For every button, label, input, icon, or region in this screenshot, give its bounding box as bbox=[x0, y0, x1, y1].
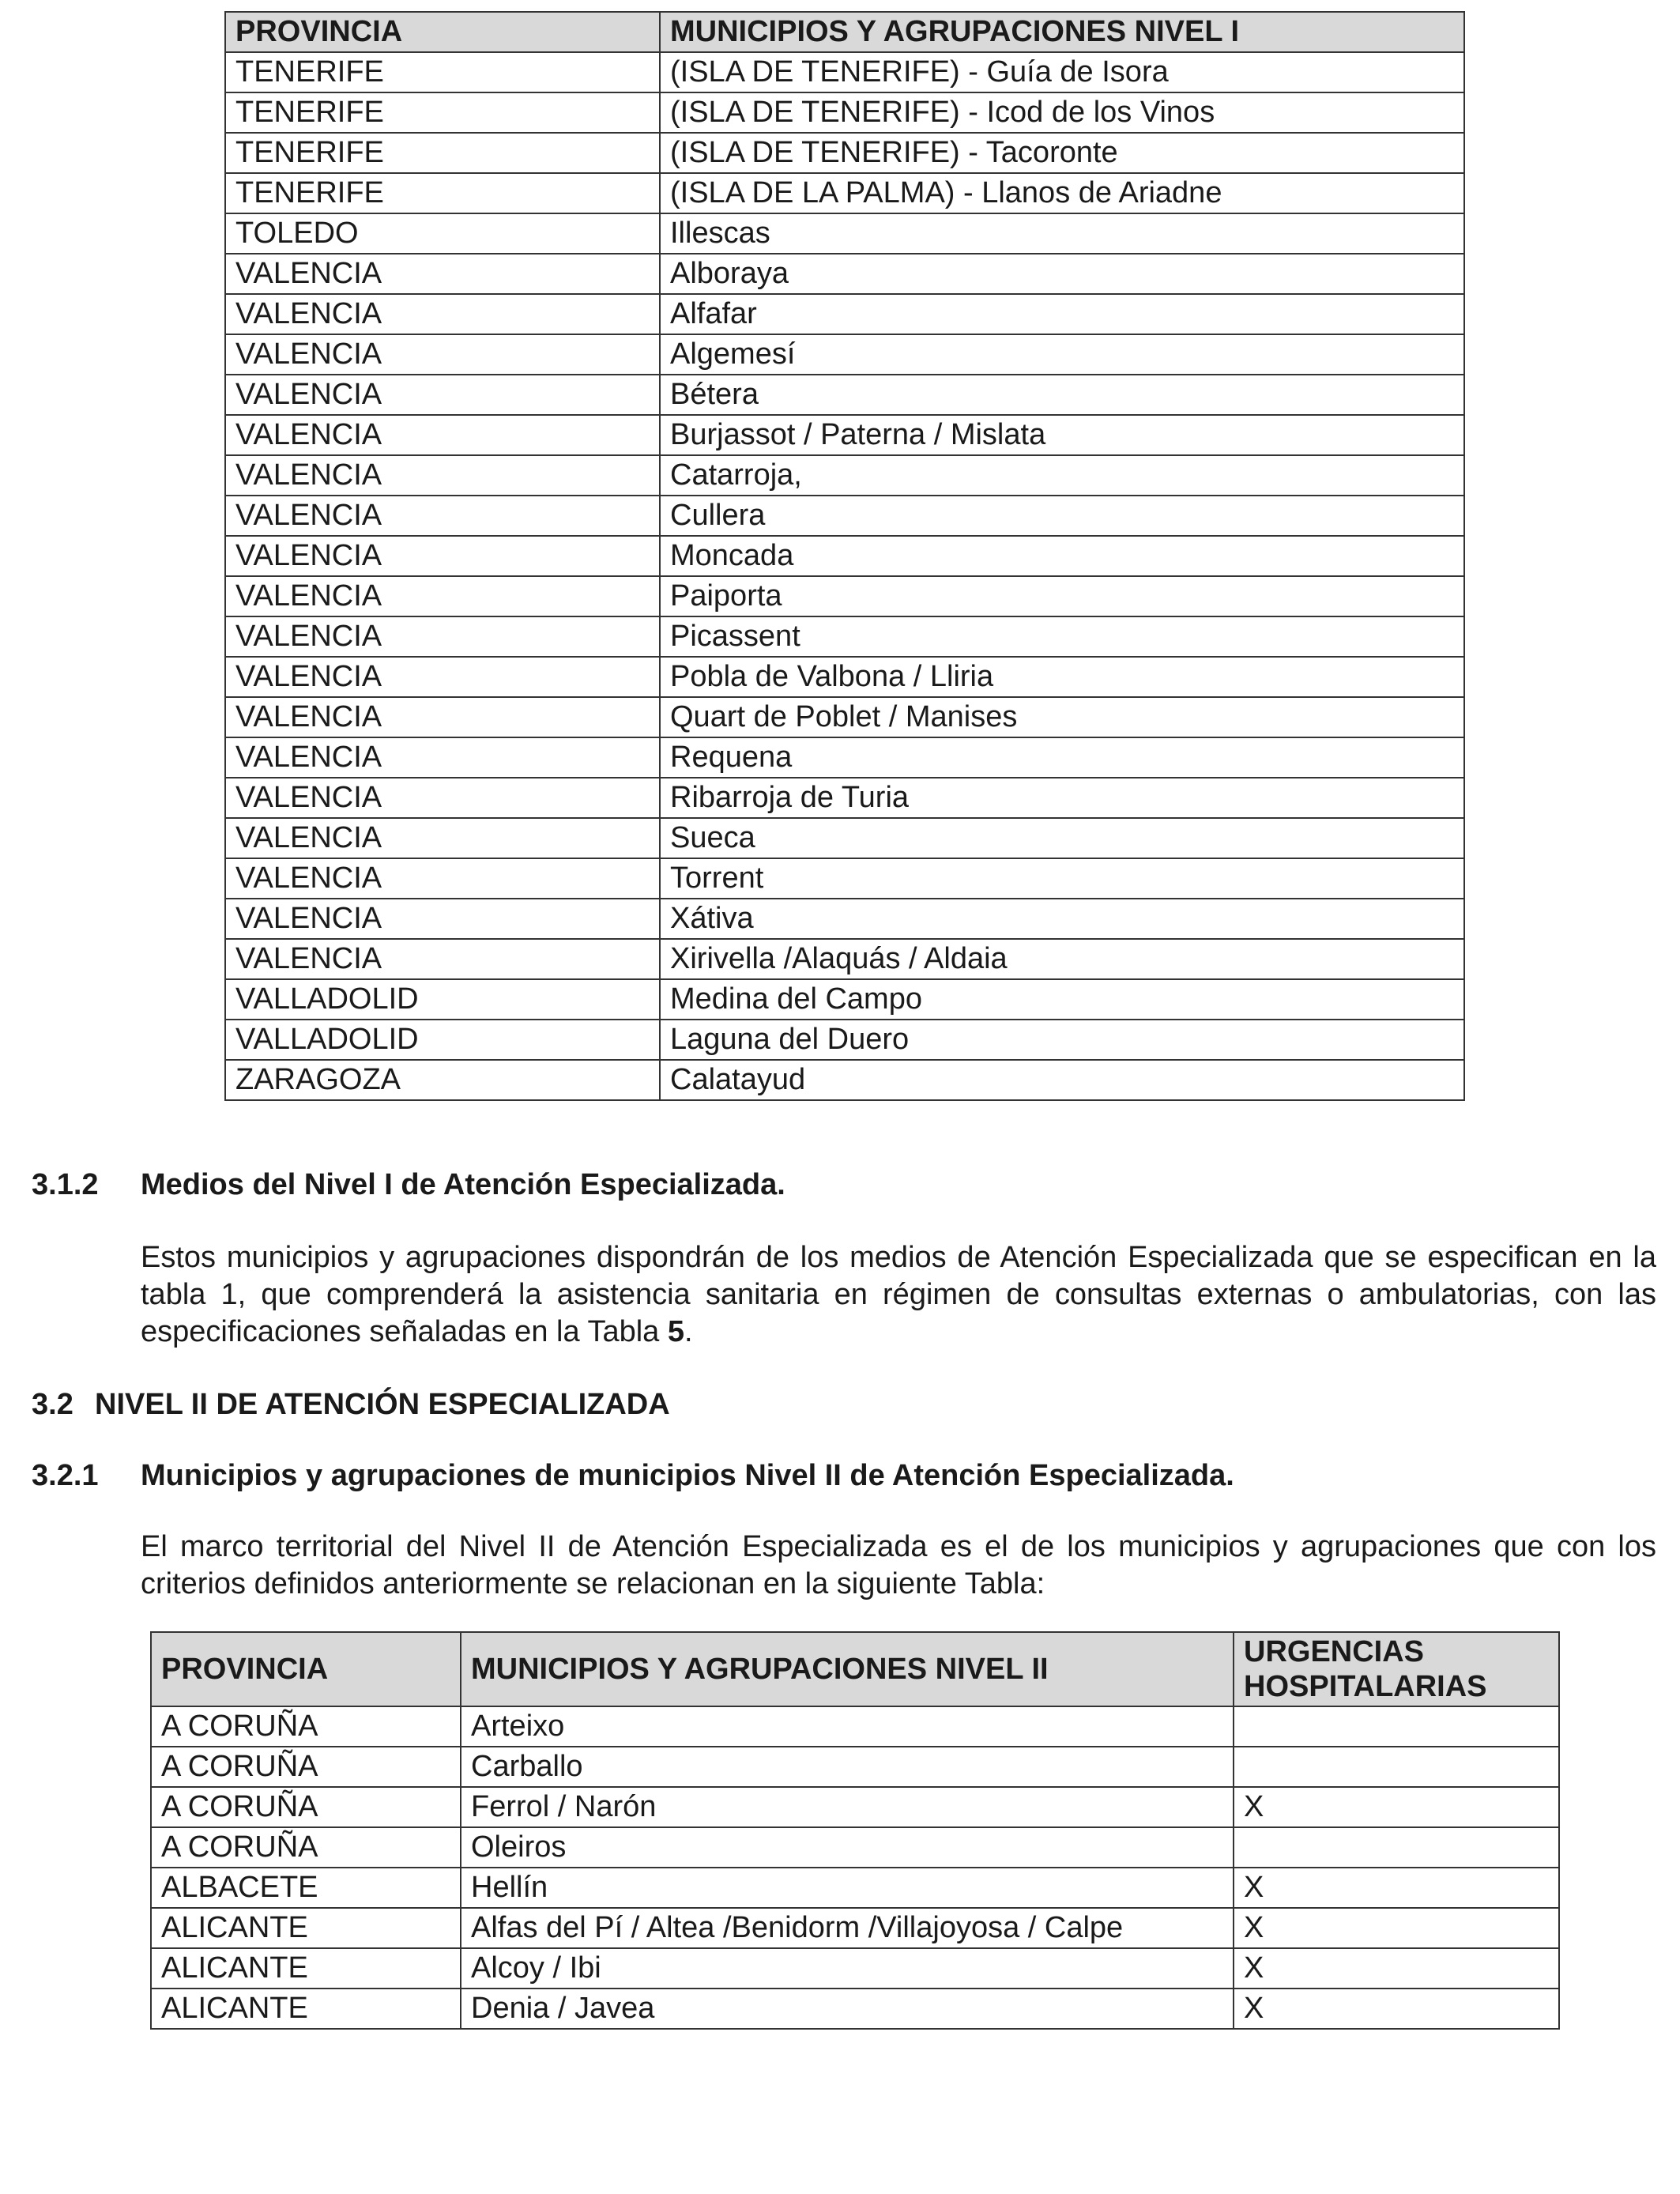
table-header-row bbox=[225, 12, 1464, 52]
municipios-nivel-i-table bbox=[224, 11, 1465, 1101]
table-cell: A CORUÑA bbox=[151, 1787, 461, 1827]
table-row bbox=[225, 657, 1464, 697]
table-cell: Oleiros bbox=[461, 1827, 1234, 1868]
section-number: 3.1.2 bbox=[32, 1168, 99, 1201]
table-cell: Carballo bbox=[461, 1747, 1234, 1787]
table-cell: Ribarroja de Turia bbox=[660, 778, 1464, 818]
table-cell: VALENCIA bbox=[225, 455, 660, 496]
table-cell: VALENCIA bbox=[225, 858, 660, 899]
table-cell: X bbox=[1234, 1787, 1559, 1827]
table-cell: Alfafar bbox=[660, 294, 1464, 334]
section-number: 3.2 bbox=[32, 1388, 73, 1421]
table-cell: Pobla de Valbona / Lliria bbox=[660, 657, 1464, 697]
table-cell: X bbox=[1234, 1948, 1559, 1989]
municipios-nivel-ii-table bbox=[150, 1631, 1560, 2030]
table-cell: ALICANTE bbox=[151, 1908, 461, 1948]
table-cell: TENERIFE bbox=[225, 52, 660, 92]
table-cell: Arteixo bbox=[461, 1706, 1234, 1747]
table-cell: Calatayud bbox=[660, 1060, 1464, 1100]
table-cell: Medina del Campo bbox=[660, 979, 1464, 1020]
table-cell: ALICANTE bbox=[151, 1989, 461, 2029]
table-cell: Ferrol / Narón bbox=[461, 1787, 1234, 1827]
table-cell: VALENCIA bbox=[225, 496, 660, 536]
table-row bbox=[225, 1020, 1464, 1060]
table-cell: Picassent bbox=[660, 616, 1464, 657]
table-cell: Torrent bbox=[660, 858, 1464, 899]
table-cell: Xátiva bbox=[660, 899, 1464, 939]
table-cell: A CORUÑA bbox=[151, 1827, 461, 1868]
paragraph-text: Estos municipios y agrupaciones dispondrán de los medios de Atención Especializada que se especifican en la tabla 1, que comprenderá la asistencia sanitaria en régimen de consultas externas o ambulatorias, con las especificaciones señaladas en la Tabla bbox=[141, 1241, 1656, 1348]
table-cell bbox=[1234, 1706, 1559, 1747]
table-cell: Alboraya bbox=[660, 254, 1464, 294]
table-reference: 5 bbox=[667, 1315, 684, 1348]
table-cell: VALENCIA bbox=[225, 778, 660, 818]
table-row bbox=[225, 778, 1464, 818]
table-cell: (ISLA DE LA PALMA) - Llanos de Ariadne bbox=[660, 173, 1464, 213]
column-header-provincia: PROVINCIA bbox=[225, 12, 660, 52]
table-cell: Hellín bbox=[461, 1868, 1234, 1908]
table-row bbox=[225, 576, 1464, 616]
table-cell: VALENCIA bbox=[225, 294, 660, 334]
table-cell: X bbox=[1234, 1868, 1559, 1908]
table-cell: VALENCIA bbox=[225, 375, 660, 415]
table-cell: Moncada bbox=[660, 536, 1464, 576]
column-header-municipios: MUNICIPIOS Y AGRUPACIONES NIVEL I bbox=[660, 12, 1464, 52]
table-cell: TOLEDO bbox=[225, 213, 660, 254]
table-row bbox=[225, 213, 1464, 254]
table-cell: Alfas del Pí / Altea /Benidorm /Villajoyosa / Calpe bbox=[461, 1908, 1234, 1948]
table-row bbox=[225, 294, 1464, 334]
paragraph-text-end: . bbox=[684, 1315, 693, 1348]
table-row bbox=[225, 92, 1464, 133]
table-cell: VALLADOLID bbox=[225, 1020, 660, 1060]
table-row bbox=[225, 254, 1464, 294]
table-row bbox=[225, 818, 1464, 858]
table-row bbox=[225, 375, 1464, 415]
table-cell: VALENCIA bbox=[225, 657, 660, 697]
table-cell: VALENCIA bbox=[225, 737, 660, 778]
table-cell: Paiporta bbox=[660, 576, 1464, 616]
table-cell: (ISLA DE TENERIFE) - Guía de Isora bbox=[660, 52, 1464, 92]
table-row bbox=[225, 899, 1464, 939]
table-cell: VALENCIA bbox=[225, 576, 660, 616]
table-row bbox=[151, 1827, 1559, 1868]
table-cell bbox=[1234, 1747, 1559, 1787]
table-cell: Burjassot / Paterna / Mislata bbox=[660, 415, 1464, 455]
table-cell: VALENCIA bbox=[225, 536, 660, 576]
table-cell: Catarroja, bbox=[660, 455, 1464, 496]
table-cell: Quart de Poblet / Manises bbox=[660, 697, 1464, 737]
table-cell: VALENCIA bbox=[225, 415, 660, 455]
table-cell: VALENCIA bbox=[225, 334, 660, 375]
table-cell: VALENCIA bbox=[225, 818, 660, 858]
table-cell: Xirivella /Alaquás / Aldaia bbox=[660, 939, 1464, 979]
table-cell: X bbox=[1234, 1989, 1559, 2029]
table-row bbox=[225, 133, 1464, 173]
table-row bbox=[151, 1747, 1559, 1787]
section-title: NIVEL II DE ATENCIÓN ESPECIALIZADA bbox=[95, 1388, 670, 1421]
table-row bbox=[151, 1948, 1559, 1989]
table-cell: ALBACETE bbox=[151, 1868, 461, 1908]
table-row bbox=[225, 737, 1464, 778]
table-header-row bbox=[151, 1632, 1559, 1706]
table-cell: VALENCIA bbox=[225, 254, 660, 294]
table-cell: VALENCIA bbox=[225, 697, 660, 737]
table-row bbox=[225, 496, 1464, 536]
table-row bbox=[225, 52, 1464, 92]
table-cell: VALLADOLID bbox=[225, 979, 660, 1020]
section-3-2-1-paragraph: El marco territorial del Nivel II de Atención Especializada es el de los municipios y agrupaciones que con los criterios definidos anteriormente se relacionan en la siguiente Tabla: bbox=[141, 1530, 1656, 1600]
table-cell: A CORUÑA bbox=[151, 1706, 461, 1747]
table-row bbox=[225, 939, 1464, 979]
table-cell bbox=[1234, 1827, 1559, 1868]
section-title: Municipios y agrupaciones de municipios Nivel II de Atención Especializada. bbox=[141, 1459, 1234, 1492]
section-number: 3.2.1 bbox=[32, 1459, 99, 1492]
table-row bbox=[225, 1060, 1464, 1100]
column-header-municipios: MUNICIPIOS Y AGRUPACIONES NIVEL II bbox=[461, 1632, 1234, 1706]
table-cell: TENERIFE bbox=[225, 92, 660, 133]
table-row bbox=[225, 334, 1464, 375]
table-row bbox=[225, 173, 1464, 213]
section-3-1-2-paragraph bbox=[141, 1239, 1656, 1351]
table-row bbox=[151, 1706, 1559, 1747]
table-row bbox=[151, 1868, 1559, 1908]
table-row bbox=[225, 979, 1464, 1020]
table-cell: TENERIFE bbox=[225, 173, 660, 213]
table-cell: ALICANTE bbox=[151, 1948, 461, 1989]
table-row bbox=[225, 858, 1464, 899]
table-cell: Illescas bbox=[660, 213, 1464, 254]
table-cell: Cullera bbox=[660, 496, 1464, 536]
column-header-provincia: PROVINCIA bbox=[151, 1632, 461, 1706]
table-cell: VALENCIA bbox=[225, 939, 660, 979]
table-row bbox=[225, 415, 1464, 455]
table-row bbox=[151, 1908, 1559, 1948]
table-cell: ZARAGOZA bbox=[225, 1060, 660, 1100]
table-cell: Laguna del Duero bbox=[660, 1020, 1464, 1060]
table-cell: Alcoy / Ibi bbox=[461, 1948, 1234, 1989]
column-header-urgencias: URGENCIAS HOSPITALARIAS bbox=[1234, 1632, 1559, 1706]
table-cell: VALENCIA bbox=[225, 616, 660, 657]
section-title: Medios del Nivel I de Atención Especializada. bbox=[141, 1168, 785, 1201]
table-cell: VALENCIA bbox=[225, 899, 660, 939]
table-row bbox=[151, 1989, 1559, 2029]
table-cell: Sueca bbox=[660, 818, 1464, 858]
table-cell: Denia / Javea bbox=[461, 1989, 1234, 2029]
table-row bbox=[151, 1787, 1559, 1827]
table-cell: (ISLA DE TENERIFE) - Tacoronte bbox=[660, 133, 1464, 173]
table-row bbox=[225, 455, 1464, 496]
table-cell: TENERIFE bbox=[225, 133, 660, 173]
table-cell: A CORUÑA bbox=[151, 1747, 461, 1787]
table-row bbox=[225, 536, 1464, 576]
table-cell: Algemesí bbox=[660, 334, 1464, 375]
table-cell: (ISLA DE TENERIFE) - Icod de los Vinos bbox=[660, 92, 1464, 133]
table-cell: Bétera bbox=[660, 375, 1464, 415]
table-cell: X bbox=[1234, 1908, 1559, 1948]
table-row bbox=[225, 697, 1464, 737]
table-row bbox=[225, 616, 1464, 657]
table-cell: Requena bbox=[660, 737, 1464, 778]
